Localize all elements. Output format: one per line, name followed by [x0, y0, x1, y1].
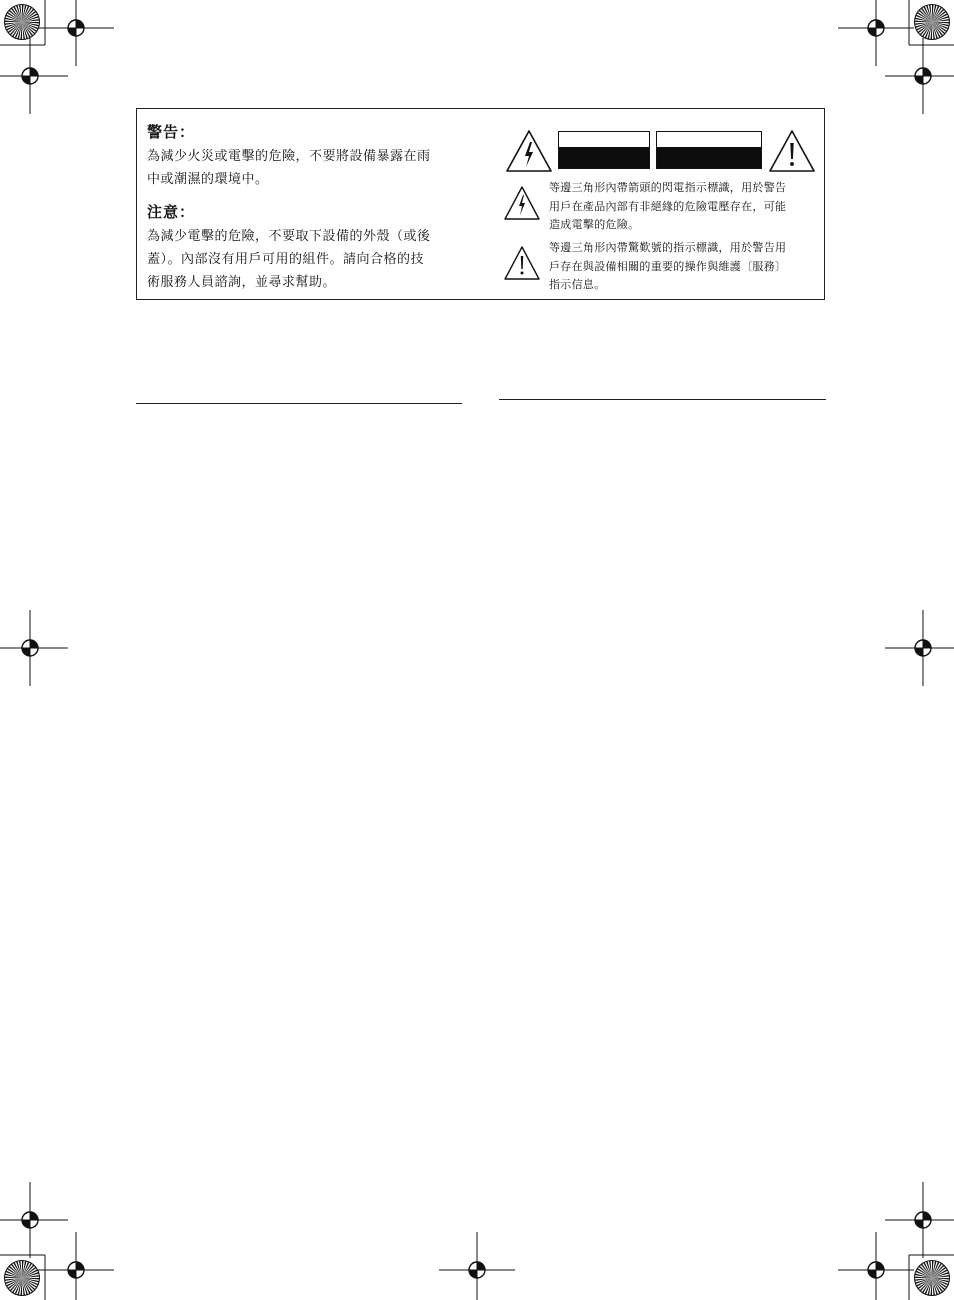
sunburst-wedge [16, 5, 22, 22]
sunburst-wedge [5, 1278, 22, 1281]
sunburst-wedge [923, 1262, 932, 1278]
warning-section [147, 122, 459, 191]
sunburst-wedge [932, 1265, 944, 1278]
lightning-explanation-line: 用戶在產品內部有非絕緣的危險電壓存在，可能 [549, 199, 787, 213]
sunburst-wedge [932, 22, 947, 32]
exclamation-triangle-icon [503, 245, 541, 281]
sunburst-wedge [932, 1262, 939, 1278]
sunburst-wedge [6, 22, 22, 31]
sunburst-wedge [5, 22, 22, 25]
sunburst-wedge [19, 5, 22, 22]
sunburst-wedge [932, 16, 949, 22]
sunburst-wedge [16, 1261, 22, 1278]
sunburst-wedge [932, 22, 950, 24]
sunburst-wedge [22, 1272, 39, 1278]
sunburst-wedge [22, 6, 29, 22]
exclamation-triangle-icon [768, 129, 816, 173]
sunburst-wedge [22, 11, 36, 22]
sunburst-wedge [932, 9, 944, 22]
sunburst-wedge [12, 22, 22, 37]
sunburst-wedge [932, 1278, 938, 1295]
sunburst-wedge [11, 1264, 22, 1278]
sunburst-wedge [12, 1278, 22, 1293]
sunburst-wedge [932, 6, 939, 22]
sunburst-target-top-right [912, 2, 952, 42]
sunburst-wedge [22, 1278, 37, 1288]
sunburst-wedge [932, 5, 937, 22]
sunburst-wedge [932, 22, 941, 38]
sunburst-wedge [932, 1278, 941, 1294]
sunburst-wedge [919, 1266, 932, 1278]
sunburst-wedge [916, 1278, 932, 1287]
sunburst-wedge [22, 13, 38, 22]
sunburst-wedge [22, 22, 35, 34]
exclamation-explanation-line: 戶存在與設備相關的重要的操作與維護〔服務〕 [549, 259, 787, 273]
sunburst-wedge [17, 22, 22, 39]
sunburst-wedge [926, 5, 932, 22]
sunburst-wedge [22, 1267, 36, 1278]
sunburst-wedge [927, 22, 932, 39]
sunburst-wedge [22, 1269, 38, 1278]
sunburst-wedge [22, 22, 40, 24]
sunburst-wedge [22, 7, 32, 22]
right-column-rule [499, 399, 826, 400]
sunburst-wedge [22, 1278, 35, 1290]
label-plaque-left [558, 131, 650, 169]
sunburst-wedge [932, 19, 949, 22]
sunburst-wedge [8, 1278, 22, 1289]
sunburst-wedge [22, 19, 39, 22]
sunburst-wedge [932, 1278, 947, 1288]
sunburst-wedge [932, 7, 942, 22]
label-plaque-right [656, 131, 762, 169]
sunburst-wedge [22, 22, 31, 38]
sunburst-wedge [926, 1261, 932, 1278]
sunburst-wedge [10, 22, 22, 35]
sunburst-wedge [22, 1278, 28, 1295]
sunburst-wedge [930, 22, 932, 40]
sunburst-wedge [920, 22, 932, 35]
sunburst-target-bottom-right [912, 1258, 952, 1298]
sunburst-wedge [22, 1278, 40, 1280]
exclamation-explanation-line: 等邊三角形內帶驚歎號的指示標識，用於警告用 [549, 241, 787, 254]
sunburst-wedge [921, 8, 932, 22]
sunburst-wedge [19, 1261, 22, 1278]
sunburst-wedge [915, 22, 932, 25]
sunburst-wedge [22, 22, 33, 36]
sunburst-wedge [932, 13, 948, 22]
sunburst-wedge [22, 22, 38, 29]
sunburst-wedge [927, 1278, 932, 1295]
sunburst-wedge [5, 1276, 23, 1278]
sunburst-wedge [929, 5, 932, 22]
sunburst-wedge [9, 10, 22, 22]
sunburst-wedge [22, 1263, 32, 1278]
sunburst-wedge [22, 22, 25, 39]
sunburst-wedge [920, 1278, 932, 1291]
lightning-triangle-icon [505, 129, 553, 173]
sunburst-wedge [22, 1278, 25, 1295]
sunburst-wedge [22, 1275, 39, 1278]
sunburst-wedge [22, 1278, 38, 1285]
sunburst-wedge [932, 1263, 942, 1278]
caution-text-line: 為減少電擊的危險，不要取下設備的外殼（或後 [147, 229, 431, 244]
sunburst-wedge [22, 5, 27, 22]
sunburst-wedge [918, 22, 932, 33]
sunburst-wedge [5, 17, 22, 22]
lightning-explanation-line: 造成電擊的危險。 [549, 218, 640, 231]
caution-section [147, 202, 459, 294]
sunburst-wedge [10, 1278, 22, 1291]
lightning-triangle-icon [503, 185, 541, 221]
sunburst-wedge [6, 1278, 22, 1287]
sunburst-wedge [915, 1278, 932, 1281]
sunburst-wedge [915, 1276, 933, 1278]
sunburst-wedge [922, 1278, 932, 1293]
sunburst-wedge [932, 1272, 949, 1278]
sunburst-wedge [13, 1262, 22, 1278]
sunburst-wedge [932, 5, 934, 23]
sunburst-wedge [9, 1266, 22, 1278]
sunburst-wedge [932, 22, 938, 39]
sunburst-wedge [6, 15, 22, 22]
sunburst-wedge [6, 1271, 22, 1278]
caution-text-line: 術服務人員諮詢，並尋求幫助。 [147, 275, 337, 290]
sunburst-wedge [22, 22, 39, 27]
sunburst-target-bottom-left [2, 1258, 42, 1298]
sunburst-wedge [919, 10, 932, 22]
sunburst-wedge [922, 22, 932, 37]
sunburst-wedge [20, 1278, 22, 1296]
sunburst-wedge [13, 6, 22, 22]
warning-text-line: 中或潮濕的環境中。 [147, 172, 269, 187]
sunburst-wedge [917, 12, 932, 22]
sunburst-wedge [915, 20, 933, 22]
sunburst-wedge [22, 1261, 27, 1278]
sunburst-wedge [923, 6, 932, 22]
sunburst-wedge [932, 11, 946, 22]
sunburst-wedge [5, 20, 23, 22]
sunburst-wedge [932, 22, 935, 39]
sunburst-wedge [22, 16, 39, 22]
caution-label-graphic [505, 129, 816, 173]
sunburst-wedge [915, 1278, 932, 1284]
sunburst-wedge [22, 1278, 31, 1294]
safety-warning-box [136, 108, 825, 300]
sunburst-wedge [930, 1278, 932, 1296]
sunburst-wedge [20, 22, 22, 40]
sunburst-wedge [915, 17, 932, 22]
sunburst-wedge [917, 1268, 932, 1278]
sunburst-wedge [15, 22, 22, 38]
exclamation-explanation-line: 指示信息。 [549, 278, 606, 291]
sunburst-target-top-left [2, 2, 42, 42]
sunburst-wedge [932, 1267, 946, 1278]
caution-text-line: 蓋）。內部沒有用戶可用的組件。請向合格的技 [147, 252, 425, 267]
sunburst-wedge [925, 22, 932, 38]
sunburst-wedge [932, 1261, 934, 1279]
sunburst-wedge [932, 1278, 943, 1292]
warning-heading: 警告： [147, 123, 196, 141]
sunburst-wedge [925, 1278, 932, 1294]
sunburst-wedge [932, 1275, 949, 1278]
sunburst-wedge [22, 9, 34, 22]
sunburst-wedge [8, 22, 22, 33]
sunburst-wedge [916, 22, 932, 31]
left-column-rule [136, 403, 462, 404]
sunburst-wedge [918, 1278, 932, 1289]
sunburst-wedge [932, 22, 949, 27]
sunburst-wedge [932, 22, 948, 29]
sunburst-wedge [916, 15, 932, 22]
sunburst-wedge [5, 22, 22, 28]
sunburst-wedge [915, 1273, 932, 1278]
sunburst-wedge [22, 1265, 34, 1278]
sunburst-wedge [932, 1278, 949, 1283]
caution-heading: 注意： [147, 203, 196, 221]
sunburst-wedge [22, 1278, 33, 1292]
sunburst-wedge [17, 1278, 22, 1295]
sunburst-wedge [22, 5, 24, 23]
sunburst-wedge [932, 1269, 948, 1278]
lightning-explanation-line: 等邊三角形內帶箭頭的閃電指示標識，用於警告 [549, 181, 787, 194]
sunburst-wedge [5, 1273, 22, 1278]
sunburst-wedge [932, 22, 945, 34]
sunburst-wedge [22, 22, 37, 32]
sunburst-wedge [22, 1278, 39, 1283]
sunburst-wedge [932, 22, 943, 36]
sunburst-wedge [7, 1268, 22, 1278]
sunburst-wedge [932, 1261, 937, 1278]
sunburst-wedge [22, 1261, 24, 1279]
sunburst-wedge [932, 1278, 945, 1290]
sunburst-wedge [929, 1261, 932, 1278]
sunburst-wedge [916, 1271, 932, 1278]
sunburst-wedge [7, 12, 22, 22]
sunburst-wedge [15, 1278, 22, 1294]
sunburst-wedge [22, 22, 28, 39]
warning-text-line: 為減少火災或電擊的危險，不要將設備暴露在雨 [147, 149, 431, 164]
sunburst-wedge [915, 22, 932, 28]
sunburst-wedge [22, 1262, 29, 1278]
sunburst-wedge [11, 8, 22, 22]
sunburst-wedge [921, 1264, 932, 1278]
sunburst-wedge [5, 1278, 22, 1284]
sunburst-wedge [932, 1278, 948, 1285]
sunburst-wedge [932, 1278, 935, 1295]
sunburst-wedge [932, 1278, 950, 1280]
